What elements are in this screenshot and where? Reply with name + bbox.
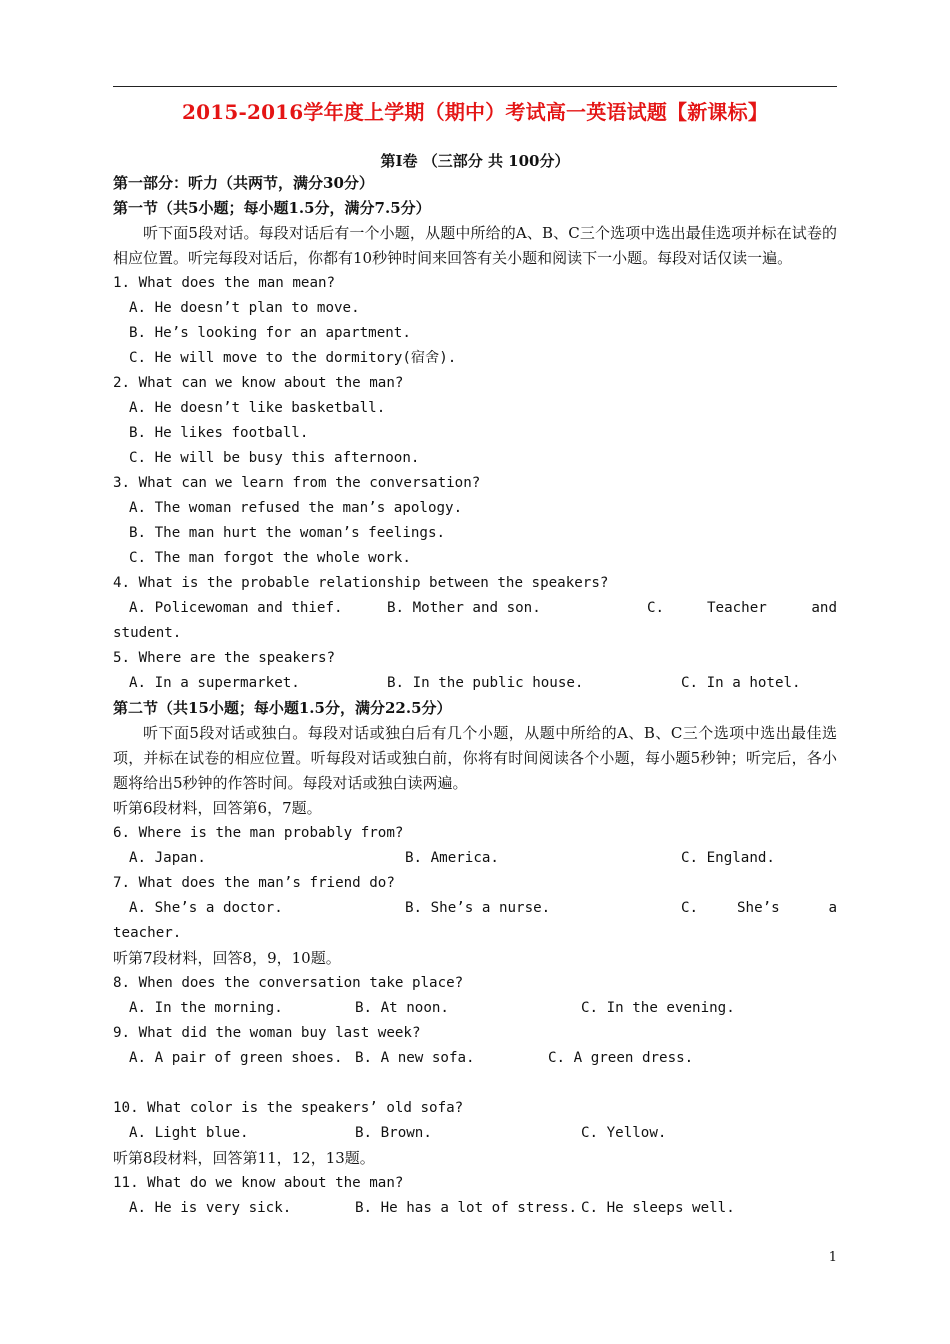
question-10-stem: 10. What color is the speakers’ old sofa? — [113, 1100, 464, 1116]
material-6-heading: 听第6段材料，回答第6，7题。 — [113, 799, 322, 817]
question-1-stem: 1. What does the man mean? — [113, 275, 336, 291]
question-11-stem: 11. What do we know about the man? — [113, 1175, 404, 1191]
question-4-option-a: A. Policewoman and thief. — [129, 600, 343, 616]
question-7-option-c-continued: teacher. — [113, 925, 182, 941]
question-8-stem: 8. When does the conversation take place? — [113, 975, 464, 991]
question-4-options — [113, 596, 837, 621]
question-7-option-c-label: C. — [681, 900, 699, 916]
question-1-option-c: C. He will move to the dormitory(宿舍). — [129, 350, 457, 366]
question-10-options — [113, 1121, 837, 1146]
question-3-option-c: C. The man forgot the whole work. — [129, 550, 411, 566]
question-11-options — [113, 1196, 837, 1221]
question-2-option-c: C. He will be busy this afternoon. — [129, 450, 420, 466]
question-8-option-c: C. In the evening. — [581, 1000, 735, 1016]
page-number: 1 — [828, 1250, 837, 1265]
question-5-option-c: C. In a hotel. — [681, 675, 801, 691]
question-5-option-b: B. In the public house. — [387, 675, 584, 691]
question-4-option-c-word2: and — [811, 600, 837, 616]
question-7-option-c-word1: She’s — [737, 900, 780, 916]
question-9-options — [113, 1046, 837, 1071]
question-9-option-b: B. A new sofa. — [355, 1050, 475, 1066]
question-6-option-c: C. England. — [681, 850, 775, 866]
question-11-option-a: A. He is very sick. — [129, 1200, 292, 1216]
section1-heading: 第一节（共5小题；每小题1.5分，满分7.5分） — [113, 199, 431, 217]
document-body — [113, 171, 837, 1221]
question-9-stem: 9. What did the woman buy last week? — [113, 1025, 421, 1041]
question-5-option-a: A. In a supermarket. — [129, 675, 300, 691]
section2-instructions: 听下面5段对话或独白。每段对话或独白后有几个小题，从题中所给的A、B、C三个选项中选出最佳选项，并标在试卷的相应位置。听每段对话或独白前，你将有时间阅读各个小题，每小题5秒钟；听完后，各小题将给出5秒钟的作答时间。每段对话或独白读两遍。 — [113, 724, 837, 792]
question-11-option-c: C. He sleeps well. — [581, 1200, 735, 1216]
question-9-option-a: A. A pair of green shoes. — [129, 1050, 343, 1066]
question-6-option-b: B. America. — [405, 850, 499, 866]
question-8-options — [113, 996, 837, 1021]
section2-heading: 第二节（共15小题；每小题1.5分，满分22.5分） — [113, 699, 452, 717]
question-2-stem: 2. What can we know about the man? — [113, 375, 404, 391]
question-6-option-a: A. Japan. — [129, 850, 206, 866]
question-8-option-a: A. In the morning. — [129, 1000, 283, 1016]
material-7-heading: 听第7段材料，回答8，9，10题。 — [113, 949, 341, 967]
question-10-option-a: A. Light blue. — [129, 1125, 249, 1141]
question-10-option-b: B. Brown. — [355, 1125, 432, 1141]
question-6-options — [113, 846, 837, 871]
question-1-option-a: A. He doesn’t plan to move. — [129, 300, 360, 316]
blank-line — [113, 1071, 837, 1096]
question-8-option-b: B. At noon. — [355, 1000, 449, 1016]
question-7-option-a: A. She’s a doctor. — [129, 900, 283, 916]
question-7-options — [113, 896, 837, 921]
question-4-stem: 4. What is the probable relationship between the speakers? — [113, 575, 609, 591]
question-4-option-c-continued: student. — [113, 625, 182, 641]
material-8-heading: 听第8段材料，回答第11，12，13题。 — [113, 1149, 375, 1167]
question-2-option-a: A. He doesn’t like basketball. — [129, 400, 386, 416]
question-3-stem: 3. What can we learn from the conversation? — [113, 475, 481, 491]
question-4-option-b: B. Mother and son. — [387, 600, 541, 616]
question-5-options — [113, 671, 837, 696]
question-4-option-c-word1: Teacher — [707, 600, 767, 616]
question-3-option-a: A. The woman refused the man’s apology. — [129, 500, 463, 516]
question-7-stem: 7. What does the man’s friend do? — [113, 875, 395, 891]
section1-instructions: 听下面5段对话。每段对话后有一个小题，从题中所给的A、B、C三个选项中选出最佳选项并标在试卷的相应位置。听完每段对话后，你都有10秒钟时间来回答有关小题和阅读下一小题。每段对话仅读一遍。 — [113, 224, 837, 267]
question-5-stem: 5. Where are the speakers? — [113, 650, 336, 666]
question-1-option-b: B. He’s looking for an apartment. — [129, 325, 411, 341]
question-2-option-b: B. He likes football. — [129, 425, 309, 441]
question-11-option-b: B. He has a lot of stress. — [355, 1200, 578, 1216]
question-9-option-c: C. A green dress. — [548, 1050, 694, 1066]
question-4-option-c-label: C. — [647, 600, 665, 616]
part1-heading: 第一部分：听力（共两节，满分30分） — [113, 174, 374, 192]
volume-heading: 第Ⅰ卷 （三部分 共 100分） — [380, 152, 570, 170]
question-10-option-c: C. Yellow. — [581, 1125, 667, 1141]
question-7-option-c-word2: a — [828, 900, 837, 916]
header-rule — [113, 86, 837, 87]
page-title: 2015-2016学年度上学期（期中）考试高一英语试题【新课标】 — [181, 100, 769, 124]
question-7-option-b: B. She’s a nurse. — [405, 900, 551, 916]
question-3-option-b: B. The man hurt the woman’s feelings. — [129, 525, 446, 541]
question-6-stem: 6. Where is the man probably from? — [113, 825, 404, 841]
